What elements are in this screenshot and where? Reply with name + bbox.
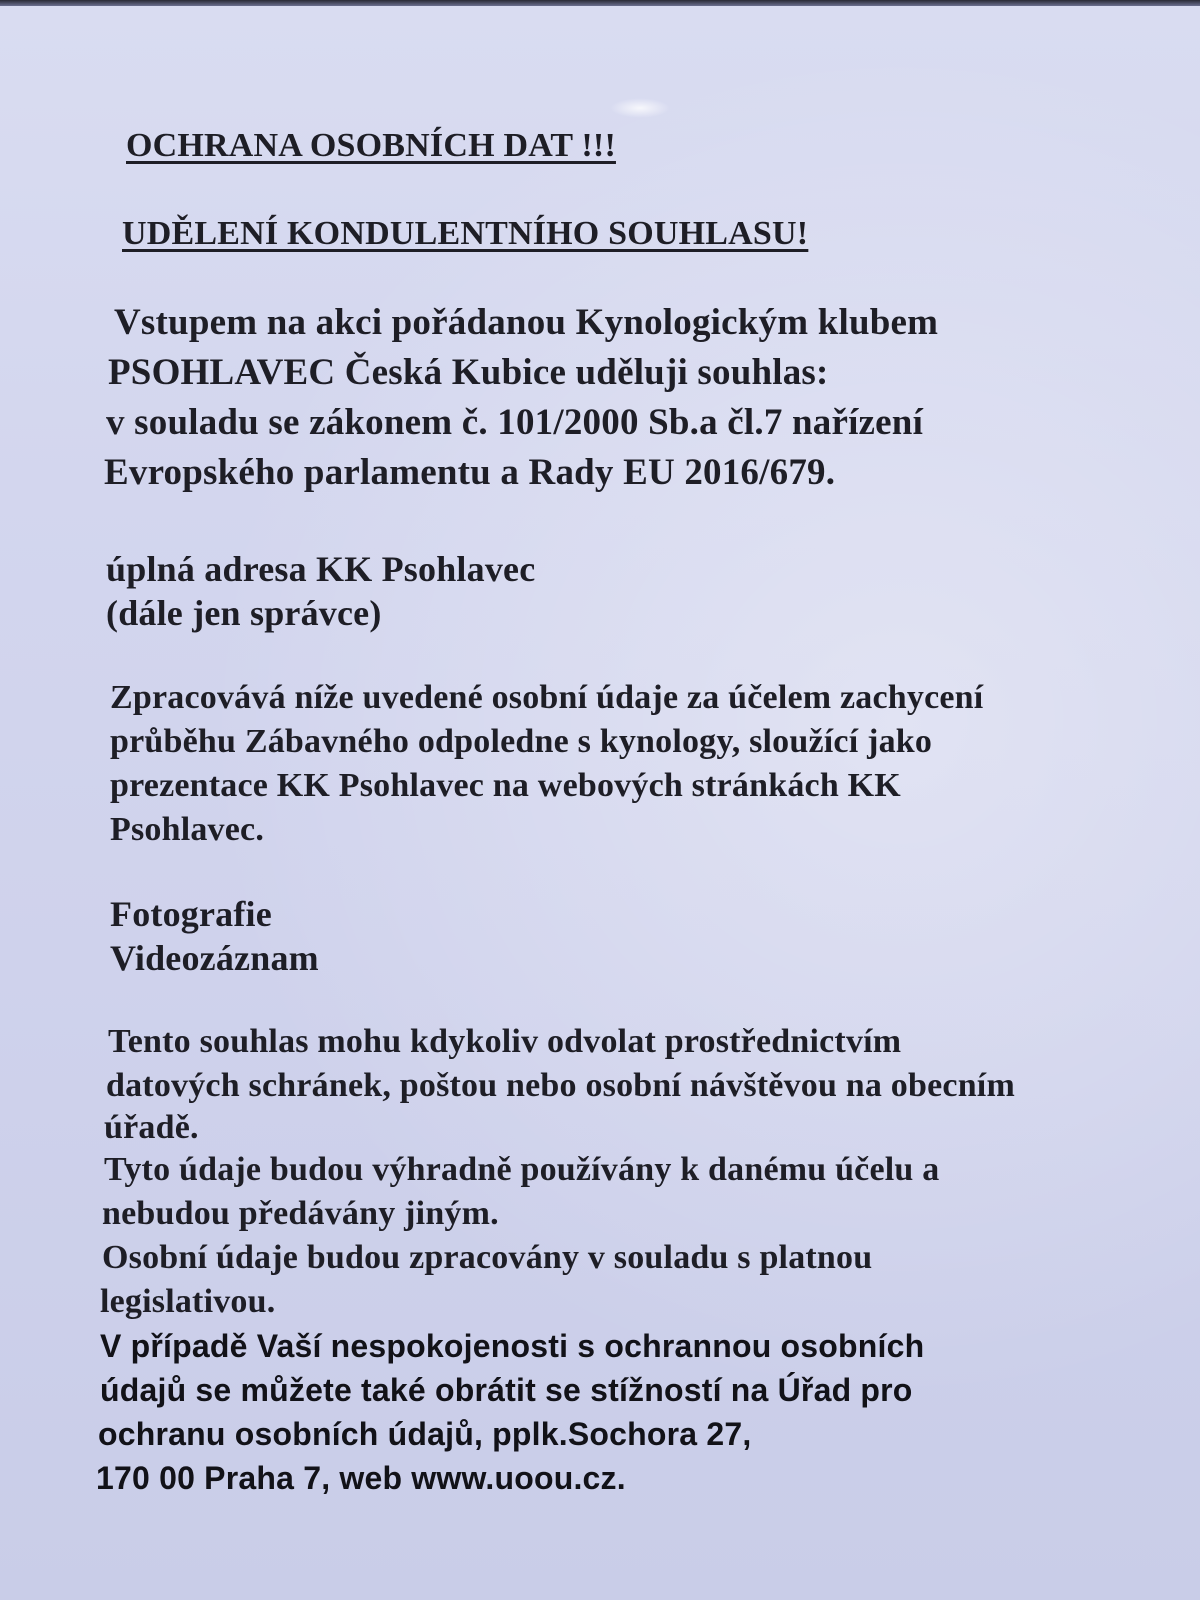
notice-title: OCHRANA OSOBNÍCH DAT !!! — [126, 127, 616, 164]
complaint-line: V případě Vaší nespokojenosti s ochrannou osobních — [100, 1328, 925, 1364]
revoke-line: Tento souhlas mohu kdykoliv odvolat prostřednictvím — [108, 1023, 902, 1060]
usage-line: Tyto údaje budou výhradně používány k danému účelu a — [104, 1151, 940, 1188]
purpose-line: Zpracovává níže uvedené osobní údaje za účelem zachycení — [110, 679, 984, 716]
revoke-line: úřadě. — [104, 1109, 199, 1146]
paper-crease — [610, 98, 670, 118]
complaint-line: údajů se můžete také obrátit se stížností na Úřad pro — [100, 1372, 913, 1408]
usage-line: nebudou předávány jiným. — [102, 1195, 499, 1232]
address-line: úplná adresa KK Psohlavec — [106, 549, 536, 589]
data-item-video: Videozáznam — [110, 938, 319, 978]
legislation-line: Osobní údaje budou zpracovány v souladu s platnou — [102, 1239, 873, 1276]
intro-line: v souladu se zákonem č. 101/2000 Sb.a čl.7 nařízení — [106, 402, 924, 443]
intro-line: PSOHLAVEC Česká Kubice uděluji souhlas: — [108, 352, 829, 393]
purpose-line: průběhu Zábavného odpoledne s kynology, sloužící jako — [110, 723, 933, 760]
revoke-line: datových schránek, poštou nebo osobní návštěvou na obecním — [106, 1067, 1015, 1104]
intro-line: Vstupem na akci pořádanou Kynologickým klubem — [114, 302, 939, 343]
notice-sheet — [0, 6, 1200, 1600]
purpose-line: prezentace KK Psohlavec na webových stránkách KK — [110, 767, 901, 804]
legislation-line: legislativou. — [100, 1283, 276, 1320]
data-item-photo: Fotografie — [110, 894, 272, 934]
complaint-line: ochranu osobních údajů, pplk.Sochora 27, — [98, 1416, 752, 1452]
purpose-line: Psohlavec. — [110, 811, 265, 848]
notice-subtitle: UDĚLENÍ KONDULENTNÍHO SOUHLASU! — [122, 215, 809, 252]
intro-line: Evropského parlamentu a Rady EU 2016/679. — [104, 452, 836, 493]
address-line: (dále jen správce) — [106, 593, 382, 633]
complaint-address-line: 170 00 Praha 7, web www.uoou.cz. — [96, 1460, 626, 1496]
